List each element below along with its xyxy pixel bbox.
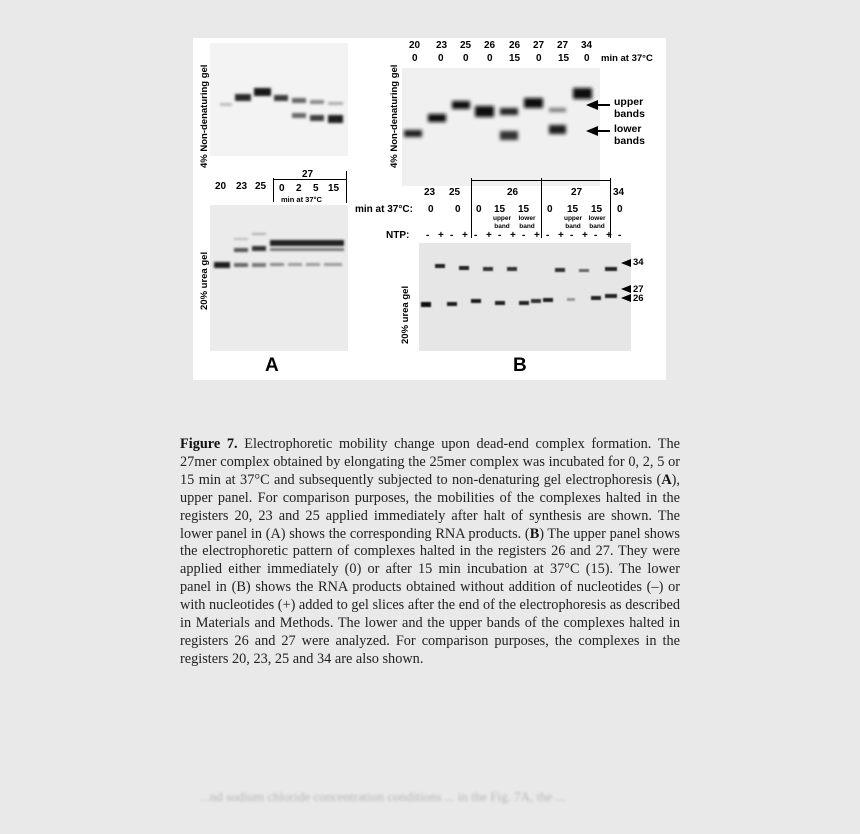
top-register: 20 <box>409 40 421 51</box>
caption-label: Figure 7. <box>180 436 238 452</box>
time-5-label: 5 <box>313 183 319 194</box>
top-time: 0 <box>584 53 590 64</box>
ntp-sign: - <box>522 230 526 241</box>
top-register: 27 <box>533 40 545 51</box>
ntp-sign: + <box>438 230 444 241</box>
panel-b-letter: B <box>513 355 527 376</box>
mid-time: 15 <box>567 204 579 215</box>
time-15-label: 15 <box>328 183 340 194</box>
mid-time: 0 <box>455 204 461 215</box>
mid-time: 0 <box>547 204 553 215</box>
mid-time: 15 <box>591 204 603 215</box>
ntp-sign: - <box>570 230 574 241</box>
time-note: min at 37°C <box>281 195 322 204</box>
ntp-sign: + <box>606 230 612 241</box>
mid-time: 15 <box>494 204 506 215</box>
time-0-label: 0 <box>279 183 285 194</box>
top-register: 27 <box>557 40 569 51</box>
panel-a-native-gel <box>210 43 348 156</box>
top-time: 0 <box>438 53 444 64</box>
mid-register: 26 <box>507 187 519 198</box>
top-register: 23 <box>436 40 448 51</box>
footer-text: ...nd sodium chloride concentration conditions ... in the Fig. 7A, the ... <box>200 789 566 804</box>
divider <box>541 178 542 238</box>
mid-band-note: upper band <box>492 215 512 230</box>
mid-time: 0 <box>428 204 434 215</box>
top-time: 15 <box>509 53 521 64</box>
top-time: 15 <box>558 53 570 64</box>
panel-a-letter: A <box>265 355 279 376</box>
top-time-note: min at 37°C <box>601 53 653 64</box>
caption-text: ), upper panel. For comparison purposes, the mobilities of the complexes halted in the registers 20, 23 and 25 applied immediately after halt of synthesis are shown. The lower panel in (A) shows the corresponding RNA products. ( <box>180 471 680 542</box>
lane-25-label: 25 <box>255 181 267 192</box>
ntp-sign: + <box>558 230 564 241</box>
ntp-sign: + <box>486 230 492 241</box>
top-time: 0 <box>412 53 418 64</box>
mid-register: 34 <box>613 187 625 198</box>
panel-a-urea-gel <box>210 205 348 351</box>
ntp-sign: + <box>510 230 516 241</box>
mid-time: 15 <box>518 204 530 215</box>
panel-a-upper-gel-label: 4% Non-denaturing gel <box>199 64 210 168</box>
marker-34-label: 34 <box>633 257 644 268</box>
divider <box>346 171 347 203</box>
ntp-sign: - <box>426 230 430 241</box>
ntp-sign: - <box>594 230 598 241</box>
top-time: 0 <box>536 53 542 64</box>
panel-a-lower-gel-label: 20% urea gel <box>199 251 210 310</box>
caption-text: ) The upper panel shows the electrophoretic pattern of complexes halted in the registers 26 and 27. They were applied either immediately (0) or after 15 min incubation at 37°C (15). The lower panel in (B) shows the RNA products obtained without addition of nucleotides (–) or with nucleotides (+) added to gel slices after the end of the electrophoresis as described in Materials and Methods. The lower and the upper bands of the complexes halted in registers 26 and 27 were analyzed. For comparison purposes, the complexes in the registers 20, 23, 25 and 34 are also shown. <box>180 525 680 667</box>
mid-register: 23 <box>424 187 436 198</box>
ntp-sign: - <box>546 230 550 241</box>
top-register: 26 <box>484 40 496 51</box>
top-time: 0 <box>463 53 469 64</box>
ntp-sign: - <box>498 230 502 241</box>
ntp-sign: - <box>450 230 454 241</box>
upper-bands-arrow-icon <box>598 104 610 106</box>
lower-bands-arrow-icon <box>586 126 598 136</box>
mid-band-note: lower band <box>588 215 606 230</box>
caption-ref-b: B <box>529 525 540 542</box>
upper-bands-label: upper bands <box>614 96 645 120</box>
ntp-sign: + <box>582 230 588 241</box>
upper-bands-arrow-icon <box>586 100 598 110</box>
panel-b-lower-gel-label: 20% urea gel <box>400 285 411 344</box>
mid-time: 0 <box>617 204 623 215</box>
ntp-sign: + <box>462 230 468 241</box>
marker-26-label: 26 <box>633 293 644 304</box>
ntp-sign: - <box>474 230 478 241</box>
time-2-label: 2 <box>296 183 302 194</box>
panel-b-upper-gel-label: 4% Non-denaturing gel <box>389 64 400 168</box>
marker-27-arrow-icon <box>621 285 631 293</box>
register-27-label: 27 <box>302 169 314 180</box>
lane-20-label: 20 <box>215 181 227 192</box>
divider <box>610 178 611 238</box>
mid-band-note: upper band <box>563 215 583 230</box>
mid-register: 27 <box>571 187 583 198</box>
top-register: 26 <box>509 40 521 51</box>
mid-time: 0 <box>476 204 482 215</box>
marker-26-arrow-icon <box>621 294 631 302</box>
lower-bands-arrow-icon <box>598 130 610 132</box>
mid-band-note: lower band <box>518 215 536 230</box>
ntp-label: NTP: <box>386 230 410 241</box>
mid-time-label: min at 37°C: <box>355 204 413 215</box>
caption-ref-a: A <box>661 471 672 488</box>
divider <box>471 178 472 238</box>
top-register: 25 <box>460 40 472 51</box>
divider <box>273 178 274 202</box>
caption-text: Electrophoretic mobility change upon dead-end complex formation. The 27mer complex obtained by elongating the 25mer complex was incubated for 0, 2, 5 or 15 min at 37°C and subsequently subjected to non-denaturing gel electrophoresis ( <box>180 436 680 488</box>
top-time: 0 <box>487 53 493 64</box>
ntp-sign: + <box>534 230 540 241</box>
figure-caption <box>180 436 680 669</box>
lane-23-label: 23 <box>236 181 248 192</box>
mid-register: 25 <box>449 187 461 198</box>
ntp-sign: - <box>618 230 622 241</box>
figure-7 <box>193 38 666 380</box>
marker-34-arrow-icon <box>621 259 631 267</box>
top-register: 34 <box>581 40 593 51</box>
panel-b-native-gel <box>402 68 600 186</box>
lower-bands-label: lower bands <box>614 123 645 147</box>
marker-27-label: 27 <box>633 284 644 295</box>
panel-b-urea-gel <box>419 243 631 351</box>
